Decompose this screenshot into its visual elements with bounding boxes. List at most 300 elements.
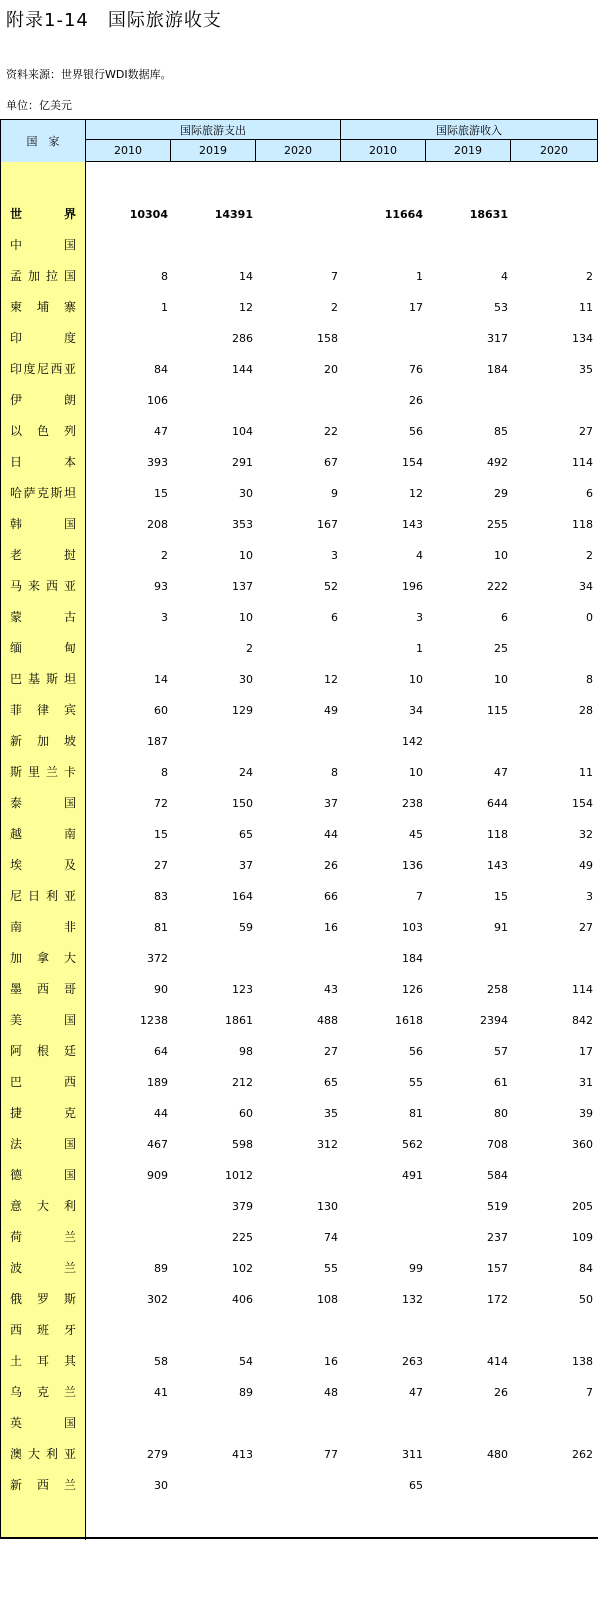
value-cell: 126 [402, 983, 423, 996]
value-cell: 3 [586, 890, 593, 903]
value-cell: 57 [494, 1045, 508, 1058]
table-row [0, 695, 598, 726]
table-row [0, 726, 598, 757]
value-cell [173, 230, 253, 261]
country-name: 以色列 [10, 424, 76, 438]
value-cell [513, 726, 593, 757]
value-cell: 3 [161, 611, 168, 624]
country-name: 孟加拉国 [10, 269, 76, 283]
table-row [0, 354, 598, 385]
value-cell [88, 1408, 168, 1439]
value-cell [88, 1191, 168, 1222]
value-cell: 47 [154, 425, 168, 438]
value-cell: 89 [239, 1386, 253, 1399]
value-cell: 842 [572, 1014, 593, 1027]
value-cell: 114 [572, 456, 593, 469]
value-cell: 372 [147, 952, 168, 965]
table-row [0, 1191, 598, 1222]
country-name: 土耳其 [10, 1354, 76, 1368]
value-cell: 143 [402, 518, 423, 531]
value-cell: 27 [324, 1045, 338, 1058]
value-cell: 6 [586, 487, 593, 500]
value-cell: 80 [494, 1107, 508, 1120]
value-cell: 44 [324, 828, 338, 841]
value-cell: 47 [409, 1386, 423, 1399]
value-cell: 7 [416, 890, 423, 903]
table-row [0, 664, 598, 695]
value-cell: 15 [494, 890, 508, 903]
value-cell: 24 [239, 766, 253, 779]
value-cell: 491 [402, 1169, 423, 1182]
table-row [0, 788, 598, 819]
value-cell: 134 [572, 332, 593, 345]
value-cell [173, 1315, 253, 1346]
value-cell [173, 943, 253, 974]
value-cell: 8 [331, 766, 338, 779]
value-cell: 8 [161, 766, 168, 779]
value-cell: 61 [494, 1076, 508, 1089]
value-cell [88, 633, 168, 664]
value-cell: 56 [409, 1045, 423, 1058]
year-header: 2010 [340, 140, 425, 162]
value-cell: 480 [487, 1448, 508, 1461]
table-body [0, 162, 598, 1540]
table-bottom-rule [0, 1537, 598, 1539]
value-cell: 172 [487, 1293, 508, 1306]
country-name: 菲律宾 [10, 703, 76, 717]
value-cell: 26 [324, 859, 338, 872]
value-cell [258, 1160, 338, 1191]
country-name: 乌克兰 [10, 1385, 76, 1399]
value-cell: 1618 [395, 1014, 423, 1027]
value-cell: 144 [232, 363, 253, 376]
value-cell: 123 [232, 983, 253, 996]
value-cell [513, 633, 593, 664]
value-cell: 138 [572, 1355, 593, 1368]
table-row [0, 199, 598, 230]
value-cell: 584 [487, 1169, 508, 1182]
country-name: 中 国 [10, 238, 76, 252]
value-cell [343, 323, 423, 354]
value-cell: 158 [317, 332, 338, 345]
table-row [0, 1470, 598, 1501]
country-name: 伊 朗 [10, 393, 76, 407]
value-cell [343, 1222, 423, 1253]
value-cell [258, 726, 338, 757]
value-cell: 132 [402, 1293, 423, 1306]
country-name: 新西兰 [10, 1478, 76, 1492]
value-cell: 48 [324, 1386, 338, 1399]
value-cell: 142 [402, 735, 423, 748]
table-row [0, 1284, 598, 1315]
value-cell: 16 [324, 1355, 338, 1368]
table-row [0, 850, 598, 881]
value-cell: 10 [494, 673, 508, 686]
value-cell [173, 1470, 253, 1501]
country-name: 加拿大 [10, 951, 76, 965]
value-cell [513, 1408, 593, 1439]
value-cell: 2 [586, 549, 593, 562]
table-row [0, 1005, 598, 1036]
value-cell: 98 [239, 1045, 253, 1058]
value-cell: 31 [579, 1076, 593, 1089]
table-row [0, 540, 598, 571]
table-row [0, 974, 598, 1005]
receipts-group-header: 国际旅游收入 [340, 119, 598, 140]
value-cell: 109 [572, 1231, 593, 1244]
table-row [0, 912, 598, 943]
country-name: 印度尼西亚 [10, 362, 76, 376]
year-header: 2020 [510, 140, 598, 162]
value-cell: 393 [147, 456, 168, 469]
table-row [0, 323, 598, 354]
value-cell: 0 [586, 611, 593, 624]
value-cell: 302 [147, 1293, 168, 1306]
year-header: 2019 [425, 140, 510, 162]
value-cell: 16 [324, 921, 338, 934]
value-cell: 77 [324, 1448, 338, 1461]
value-cell: 35 [324, 1107, 338, 1120]
country-name: 波 兰 [10, 1261, 76, 1275]
value-cell: 49 [324, 704, 338, 717]
value-cell: 414 [487, 1355, 508, 1368]
value-cell: 164 [232, 890, 253, 903]
country-name: 世 界 [10, 207, 76, 221]
value-cell [513, 199, 593, 230]
table-row [0, 571, 598, 602]
value-cell [428, 1408, 508, 1439]
country-name: 新加坡 [10, 734, 76, 748]
value-cell: 115 [487, 704, 508, 717]
table-row [0, 757, 598, 788]
value-cell [428, 943, 508, 974]
country-name: 缅 甸 [10, 641, 76, 655]
value-cell: 2 [246, 642, 253, 655]
value-cell: 58 [154, 1355, 168, 1368]
value-cell: 30 [239, 487, 253, 500]
value-cell: 43 [324, 983, 338, 996]
value-cell [428, 385, 508, 416]
value-cell: 237 [487, 1231, 508, 1244]
value-cell [88, 323, 168, 354]
table-row [0, 1377, 598, 1408]
value-cell: 2 [586, 270, 593, 283]
value-cell [173, 726, 253, 757]
table-row [0, 1067, 598, 1098]
value-cell: 8 [586, 673, 593, 686]
value-cell: 20 [324, 363, 338, 376]
table-row [0, 447, 598, 478]
country-name: 埃 及 [10, 858, 76, 872]
country-name: 尼日利亚 [10, 889, 76, 903]
value-cell: 26 [494, 1386, 508, 1399]
table-header [0, 119, 598, 162]
value-cell [428, 1470, 508, 1501]
value-cell: 118 [572, 518, 593, 531]
value-cell: 17 [579, 1045, 593, 1058]
table-row [0, 881, 598, 912]
value-cell: 34 [409, 704, 423, 717]
value-cell: 15 [154, 487, 168, 500]
value-cell: 76 [409, 363, 423, 376]
unit-note: 单位：亿美元 [6, 99, 72, 112]
value-cell: 34 [579, 580, 593, 593]
value-cell: 54 [239, 1355, 253, 1368]
table-row [0, 261, 598, 292]
value-cell: 3 [416, 611, 423, 624]
table-row [0, 1129, 598, 1160]
year-header: 2020 [255, 140, 340, 162]
value-cell: 184 [487, 363, 508, 376]
country-header: 国 家 [0, 119, 85, 162]
value-cell [88, 1315, 168, 1346]
value-cell: 286 [232, 332, 253, 345]
value-cell [173, 1408, 253, 1439]
value-cell: 262 [572, 1448, 593, 1461]
value-cell: 12 [409, 487, 423, 500]
value-cell: 72 [154, 797, 168, 810]
value-cell: 27 [154, 859, 168, 872]
value-cell: 1 [416, 642, 423, 655]
value-cell: 6 [501, 611, 508, 624]
value-cell: 53 [494, 301, 508, 314]
table-row [0, 1408, 598, 1439]
country-name: 意大利 [10, 1199, 76, 1213]
value-cell: 27 [579, 425, 593, 438]
value-cell: 644 [487, 797, 508, 810]
value-cell [258, 633, 338, 664]
value-cell: 28 [579, 704, 593, 717]
value-cell: 562 [402, 1138, 423, 1151]
country-name: 印 度 [10, 331, 76, 345]
value-cell: 184 [402, 952, 423, 965]
value-cell: 89 [154, 1262, 168, 1275]
value-cell [343, 1191, 423, 1222]
value-cell: 279 [147, 1448, 168, 1461]
value-cell: 519 [487, 1200, 508, 1213]
country-name: 荷 兰 [10, 1230, 76, 1244]
value-cell: 11 [579, 301, 593, 314]
value-cell [88, 230, 168, 261]
country-name: 德 国 [10, 1168, 76, 1182]
table-row [0, 292, 598, 323]
value-cell: 25 [494, 642, 508, 655]
value-cell [258, 1408, 338, 1439]
value-cell: 7 [586, 1386, 593, 1399]
value-cell [428, 1315, 508, 1346]
value-cell: 84 [579, 1262, 593, 1275]
value-cell: 255 [487, 518, 508, 531]
value-cell: 106 [147, 394, 168, 407]
value-cell: 130 [317, 1200, 338, 1213]
value-cell: 39 [579, 1107, 593, 1120]
value-cell [173, 385, 253, 416]
value-cell: 10 [239, 611, 253, 624]
value-cell: 93 [154, 580, 168, 593]
value-cell [428, 230, 508, 261]
value-cell: 12 [324, 673, 338, 686]
value-cell: 74 [324, 1231, 338, 1244]
value-cell: 6 [331, 611, 338, 624]
value-cell: 129 [232, 704, 253, 717]
value-cell: 196 [402, 580, 423, 593]
value-cell: 317 [487, 332, 508, 345]
value-cell: 45 [409, 828, 423, 841]
country-name: 西班牙 [10, 1323, 76, 1337]
value-cell: 104 [232, 425, 253, 438]
value-cell: 8 [161, 270, 168, 283]
value-cell: 492 [487, 456, 508, 469]
country-name: 英 国 [10, 1416, 76, 1430]
value-cell: 118 [487, 828, 508, 841]
value-cell: 29 [494, 487, 508, 500]
country-name: 捷 克 [10, 1106, 76, 1120]
value-cell: 83 [154, 890, 168, 903]
value-cell [88, 1222, 168, 1253]
country-name: 美 国 [10, 1013, 76, 1027]
value-cell: 136 [402, 859, 423, 872]
value-cell: 14 [154, 673, 168, 686]
year-header: 2010 [85, 140, 170, 162]
value-cell: 22 [324, 425, 338, 438]
value-cell: 108 [317, 1293, 338, 1306]
value-cell: 258 [487, 983, 508, 996]
table-row [0, 1346, 598, 1377]
value-cell: 10 [409, 766, 423, 779]
value-cell [343, 1315, 423, 1346]
value-cell: 85 [494, 425, 508, 438]
value-cell: 56 [409, 425, 423, 438]
value-cell: 312 [317, 1138, 338, 1151]
value-cell: 15 [154, 828, 168, 841]
value-cell: 1238 [140, 1014, 168, 1027]
table-row [0, 1160, 598, 1191]
value-cell: 55 [324, 1262, 338, 1275]
value-cell: 3 [331, 549, 338, 562]
value-cell: 12 [239, 301, 253, 314]
country-name: 马来西亚 [10, 579, 76, 593]
value-cell [513, 385, 593, 416]
value-cell: 10 [239, 549, 253, 562]
value-cell [513, 1160, 593, 1191]
value-cell: 222 [487, 580, 508, 593]
value-cell [513, 1315, 593, 1346]
table-row [0, 478, 598, 509]
year-header: 2019 [170, 140, 255, 162]
value-cell: 91 [494, 921, 508, 934]
value-cell: 64 [154, 1045, 168, 1058]
value-cell: 238 [402, 797, 423, 810]
value-cell: 26 [409, 394, 423, 407]
value-cell: 1012 [225, 1169, 253, 1182]
page-title: 附录1-14 国际旅游收支 [6, 10, 222, 31]
table-row [0, 1439, 598, 1470]
value-cell: 41 [154, 1386, 168, 1399]
value-cell: 30 [239, 673, 253, 686]
value-cell: 44 [154, 1107, 168, 1120]
value-cell: 90 [154, 983, 168, 996]
value-cell: 154 [572, 797, 593, 810]
value-cell: 909 [147, 1169, 168, 1182]
value-cell: 47 [494, 766, 508, 779]
value-cell: 9 [331, 487, 338, 500]
country-name: 日 本 [10, 455, 76, 469]
value-cell [258, 385, 338, 416]
country-name: 韩 国 [10, 517, 76, 531]
table-row [0, 1036, 598, 1067]
value-cell: 65 [409, 1479, 423, 1492]
value-cell: 35 [579, 363, 593, 376]
value-cell: 205 [572, 1200, 593, 1213]
value-cell: 37 [324, 797, 338, 810]
value-cell: 18631 [469, 208, 508, 221]
value-cell: 11 [579, 766, 593, 779]
table-row [0, 230, 598, 261]
value-cell: 187 [147, 735, 168, 748]
value-cell: 488 [317, 1014, 338, 1027]
value-cell: 17 [409, 301, 423, 314]
value-cell: 55 [409, 1076, 423, 1089]
value-cell: 291 [232, 456, 253, 469]
value-cell: 598 [232, 1138, 253, 1151]
value-cell: 102 [232, 1262, 253, 1275]
value-cell: 1 [161, 301, 168, 314]
value-cell [513, 230, 593, 261]
value-cell: 14391 [214, 208, 253, 221]
value-cell: 37 [239, 859, 253, 872]
country-name: 哈萨克斯坦 [10, 486, 76, 500]
value-cell: 263 [402, 1355, 423, 1368]
value-cell: 99 [409, 1262, 423, 1275]
country-name: 巴 西 [10, 1075, 76, 1089]
country-name: 老 挝 [10, 548, 76, 562]
value-cell: 189 [147, 1076, 168, 1089]
value-cell: 65 [324, 1076, 338, 1089]
country-name: 墨西哥 [10, 982, 76, 996]
value-cell: 49 [579, 859, 593, 872]
value-cell [258, 943, 338, 974]
value-cell: 60 [239, 1107, 253, 1120]
value-cell: 114 [572, 983, 593, 996]
value-cell: 10 [494, 549, 508, 562]
value-cell: 84 [154, 363, 168, 376]
table-row [0, 633, 598, 664]
country-name: 南 非 [10, 920, 76, 934]
value-cell: 27 [579, 921, 593, 934]
table-row [0, 943, 598, 974]
value-cell: 167 [317, 518, 338, 531]
table-row [0, 602, 598, 633]
value-cell: 4 [501, 270, 508, 283]
value-cell [258, 1315, 338, 1346]
value-cell: 103 [402, 921, 423, 934]
value-cell: 11664 [384, 208, 423, 221]
table-row [0, 385, 598, 416]
tourism-table [0, 119, 598, 1540]
value-cell: 2 [161, 549, 168, 562]
value-cell [258, 199, 338, 230]
value-cell: 14 [239, 270, 253, 283]
value-cell: 10 [409, 673, 423, 686]
value-cell: 150 [232, 797, 253, 810]
value-cell: 353 [232, 518, 253, 531]
value-cell: 360 [572, 1138, 593, 1151]
value-cell: 2394 [480, 1014, 508, 1027]
value-cell: 467 [147, 1138, 168, 1151]
value-cell [513, 943, 593, 974]
value-cell: 66 [324, 890, 338, 903]
value-cell: 81 [154, 921, 168, 934]
